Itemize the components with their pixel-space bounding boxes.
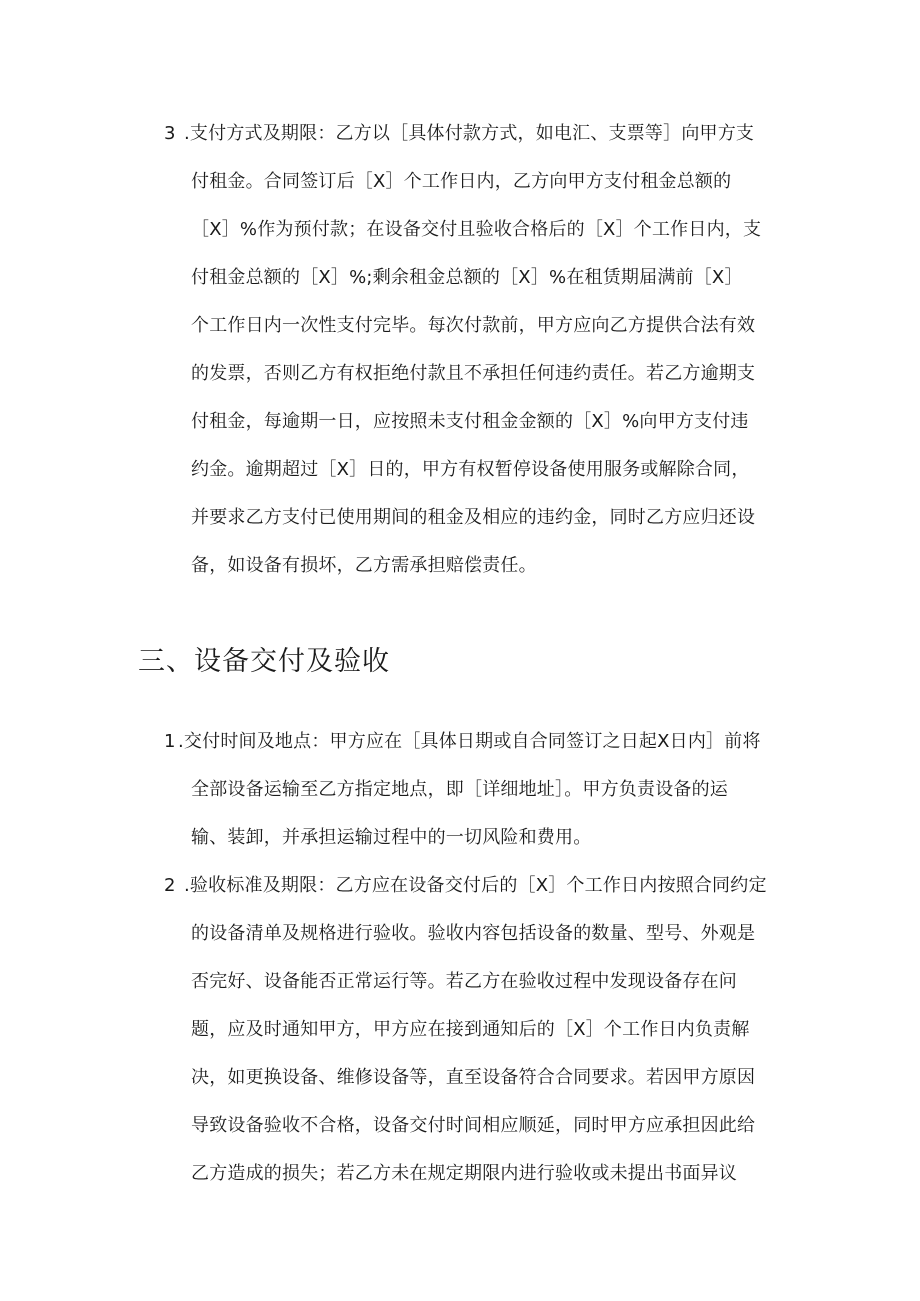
paragraph-line: 导致设备验收不合格，设备交付时间相应顺延，同时甲方应承担因此给 [191, 1115, 756, 1136]
paragraph-line: 付租金总额的［X］%;剩余租金总额的［X］%在租赁期届满前［X］ [191, 267, 743, 288]
paragraph-line: 决，如更换设备、维修设备等，直至设备符合合同要求。若因甲方原因 [191, 1067, 756, 1088]
paragraph-line: 并要求乙方支付已使用期间的租金及相应的违约金，同时乙方应归还设 [191, 507, 756, 528]
paragraph-line: 输、装卸，并承担运输过程中的一切风险和费用。 [191, 827, 592, 848]
paragraph-line: 备，如设备有损坏，乙方需承担赔偿责任。 [191, 555, 537, 576]
paragraph-line: ［X］%作为预付款；在设备交付且验收合格后的［X］个工作日内，支 [191, 219, 762, 240]
paragraph-line: 个工作日内一次性支付完毕。每次付款前，甲方应向乙方提供合法有效 [191, 315, 756, 336]
section-heading: 三、设备交付及验收 [138, 646, 390, 677]
item-number: 1 [164, 731, 176, 752]
item-number: 2 [164, 875, 176, 896]
paragraph-line: 否完好、设备能否正常运行等。若乙方在验收过程中发现设备存在问 [191, 971, 737, 992]
paragraph-line: .交付时间及地点：甲方应在［具体日期或自合同签订之日起X日内］前将 [178, 731, 761, 752]
paragraph-line: 付租金。合同签订后［X］个工作日内，乙方向甲方支付租金总额的 [191, 171, 732, 192]
paragraph-line: 付租金，每逾期一日，应按照未支付租金金额的［X］%向甲方支付违 [191, 411, 749, 432]
paragraph-line: 乙方造成的损失；若乙方未在规定期限内进行验收或未提出书面异议 [191, 1163, 737, 1184]
paragraph-line: 约金。逾期超过［X］日的，甲方有权暂停设备使用服务或解除合同， [191, 459, 750, 480]
paragraph-line: 的发票，否则乙方有权拒绝付款且不承担任何违约责任。若乙方逾期支 [191, 363, 756, 384]
paragraph-line: 题，应及时通知甲方，甲方应在接到通知后的［X］个工作日内负责解 [191, 1019, 750, 1040]
paragraph-line: 的设备清单及规格进行验收。验收内容包括设备的数量、型号、外观是 [191, 923, 756, 944]
paragraph-line: 全部设备运输至乙方指定地点，即［详细地址］。甲方负责设备的运 [191, 779, 728, 800]
clause-number: 3 [164, 123, 176, 144]
paragraph-line: .验收标准及期限：乙方应在设备交付后的［X］个工作日内按照合同约定 [184, 875, 767, 896]
paragraph-line: .支付方式及期限：乙方以［具体付款方式，如电汇、支票等］向甲方支 [184, 123, 755, 144]
